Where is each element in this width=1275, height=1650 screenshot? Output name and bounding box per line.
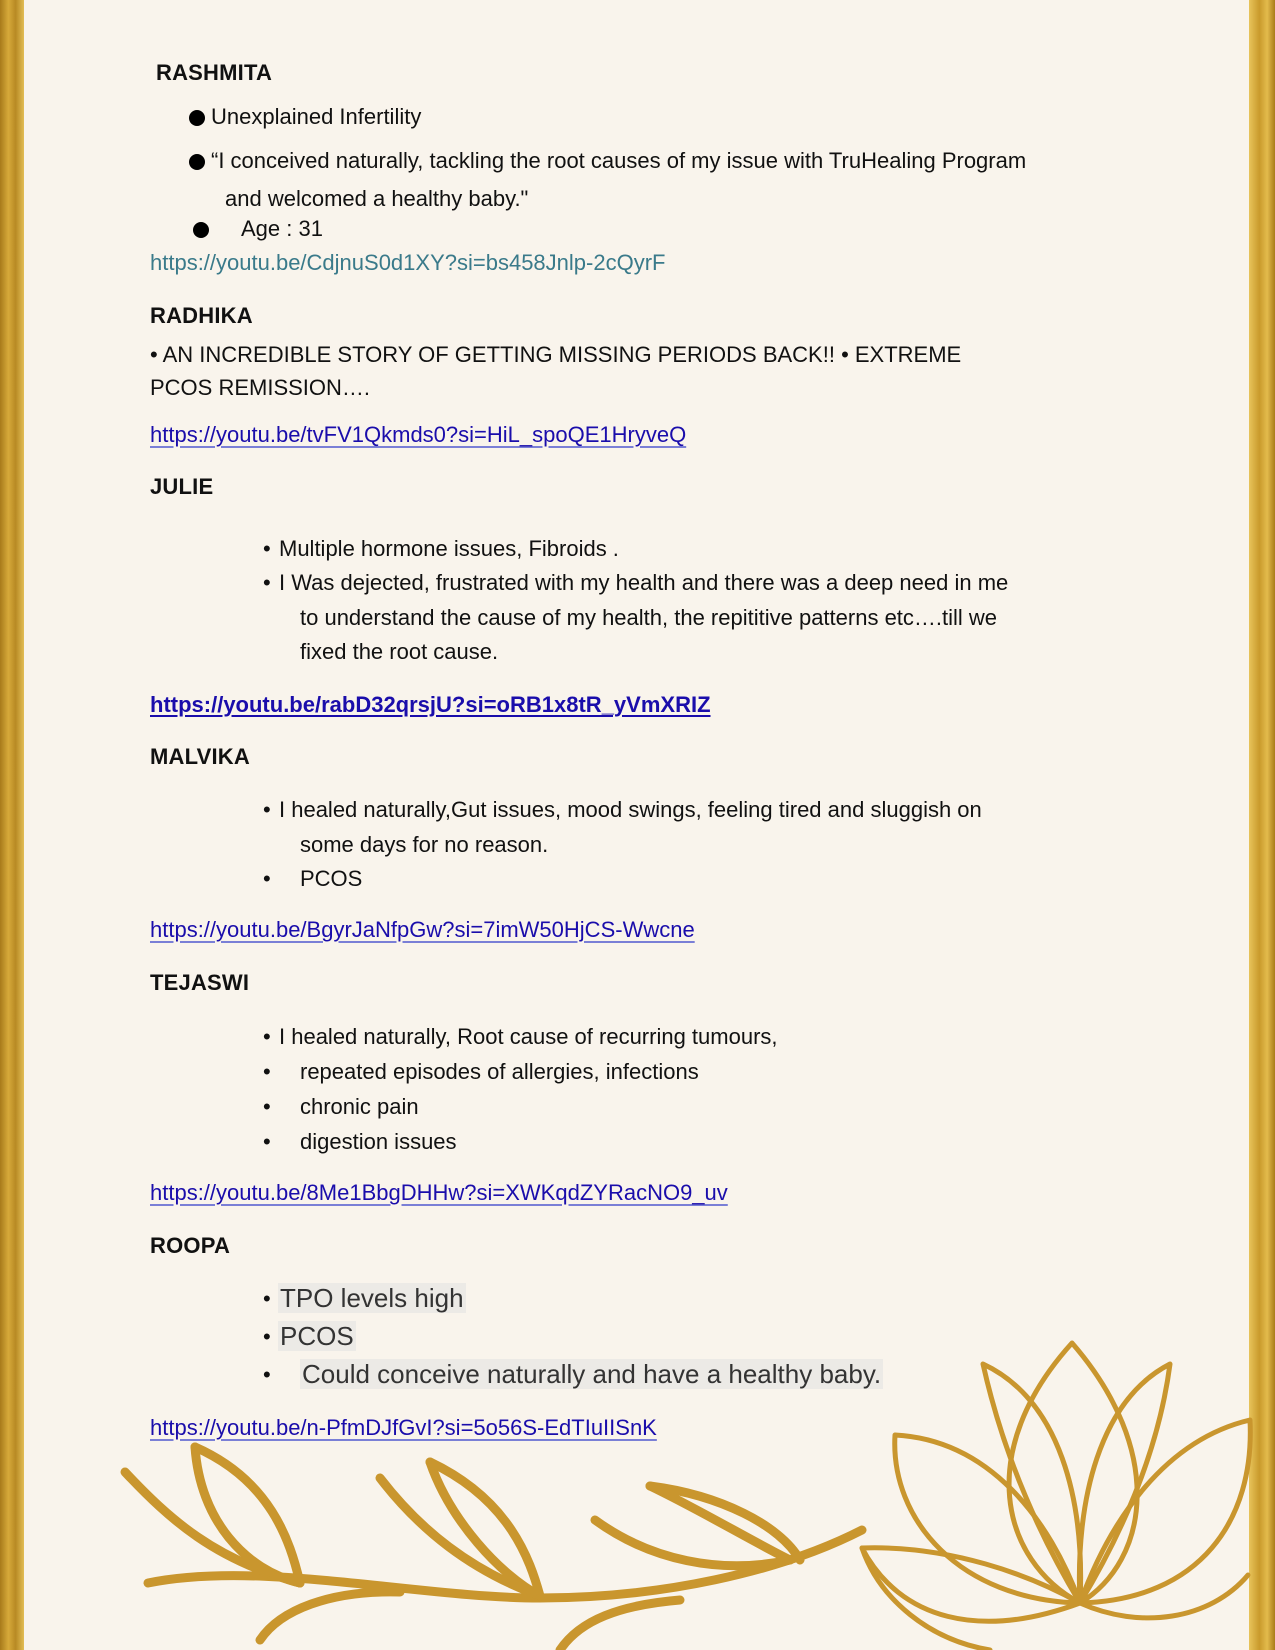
youtube-link[interactable]: https://youtu.be/CdjnuS0d1XY?si=bs458Jnlp-2cQyrF [150,250,666,275]
symptom-text: chronic pain [300,1094,419,1119]
story-text: I healed naturally, Root cause of recurring tumours, [279,1024,778,1049]
testimonial-name: ROOPA [150,1233,231,1258]
bullet-icon: • [263,1129,271,1154]
youtube-link[interactable]: https://youtu.be/n-PfmDJfGvI?si=5o56S-EdTIuIISnK [150,1415,657,1440]
story-text: • AN INCREDIBLE STORY OF GETTING MISSING PERIODS BACK!! • EXTREME [150,342,962,367]
bullet-icon: • [263,536,271,561]
bullet-icon: • [263,1286,271,1311]
symptom-text: digestion issues [300,1129,457,1154]
story-text: fixed the root cause. [300,639,499,664]
bullet-icon: • [263,797,271,822]
youtube-link[interactable]: https://youtu.be/8Me1BbgDHHw?si=XWKqdZYRacNO9_uv [150,1180,728,1205]
story-text: PCOS REMISSION…. [150,375,371,400]
bullet-icon: • [263,1362,271,1387]
symptom-text: PCOS [280,1321,354,1351]
testimonial-name: RASHMITA [156,60,273,85]
bullet-dot-icon [189,154,205,170]
outcome-text: Could conceive naturally and have a healthy baby. [302,1359,882,1389]
bullet-icon: • [263,1024,271,1049]
symptom-text: repeated episodes of allergies, infections [300,1059,699,1084]
story-text: to understand the cause of my health, the repititive patterns etc….till we [300,605,998,630]
youtube-link[interactable]: https://youtu.be/tvFV1Qkmds0?si=HiL_spoQE1HryveQ [150,422,687,447]
bullet-dot-icon [193,222,209,238]
story-text: I healed naturally,Gut issues, mood swings, feeling tired and sluggish on [279,797,982,822]
age-text: Age : 31 [241,216,323,241]
bullet-icon: • [263,1094,271,1119]
quote-text: and welcomed a healthy baby." [225,186,529,211]
bullet-icon: • [263,1059,271,1084]
bullet-icon: • [263,866,271,891]
youtube-link[interactable]: https://youtu.be/BgyrJaNfpGw?si=7imW50HjCS-Wwcne [150,917,695,942]
quote-text: “I conceived naturally, tackling the root causes of my issue with TruHealing Program [211,148,1027,173]
testimonial-name: MALVIKA [150,744,250,769]
symptom-text: TPO levels high [280,1283,464,1313]
story-text: some days for no reason. [300,832,549,857]
bullet-dot-icon [189,110,205,126]
bullet-icon: • [263,570,271,595]
testimonial-name: RADHIKA [150,303,253,328]
youtube-link[interactable]: https://youtu.be/rabD32qrsjU?si=oRB1x8tR_yVmXRIZ [150,692,711,717]
symptom-text: PCOS [300,866,363,891]
testimonial-name: TEJASWI [150,970,250,995]
bullet-icon: • [263,1324,271,1349]
condition-text: Unexplained Infertility [211,104,422,129]
testimonial-name: JULIE [150,474,214,499]
story-text: I Was dejected, frustrated with my health and there was a deep need in me [279,570,1009,595]
symptom-text: Multiple hormone issues, Fibroids . [279,536,619,561]
